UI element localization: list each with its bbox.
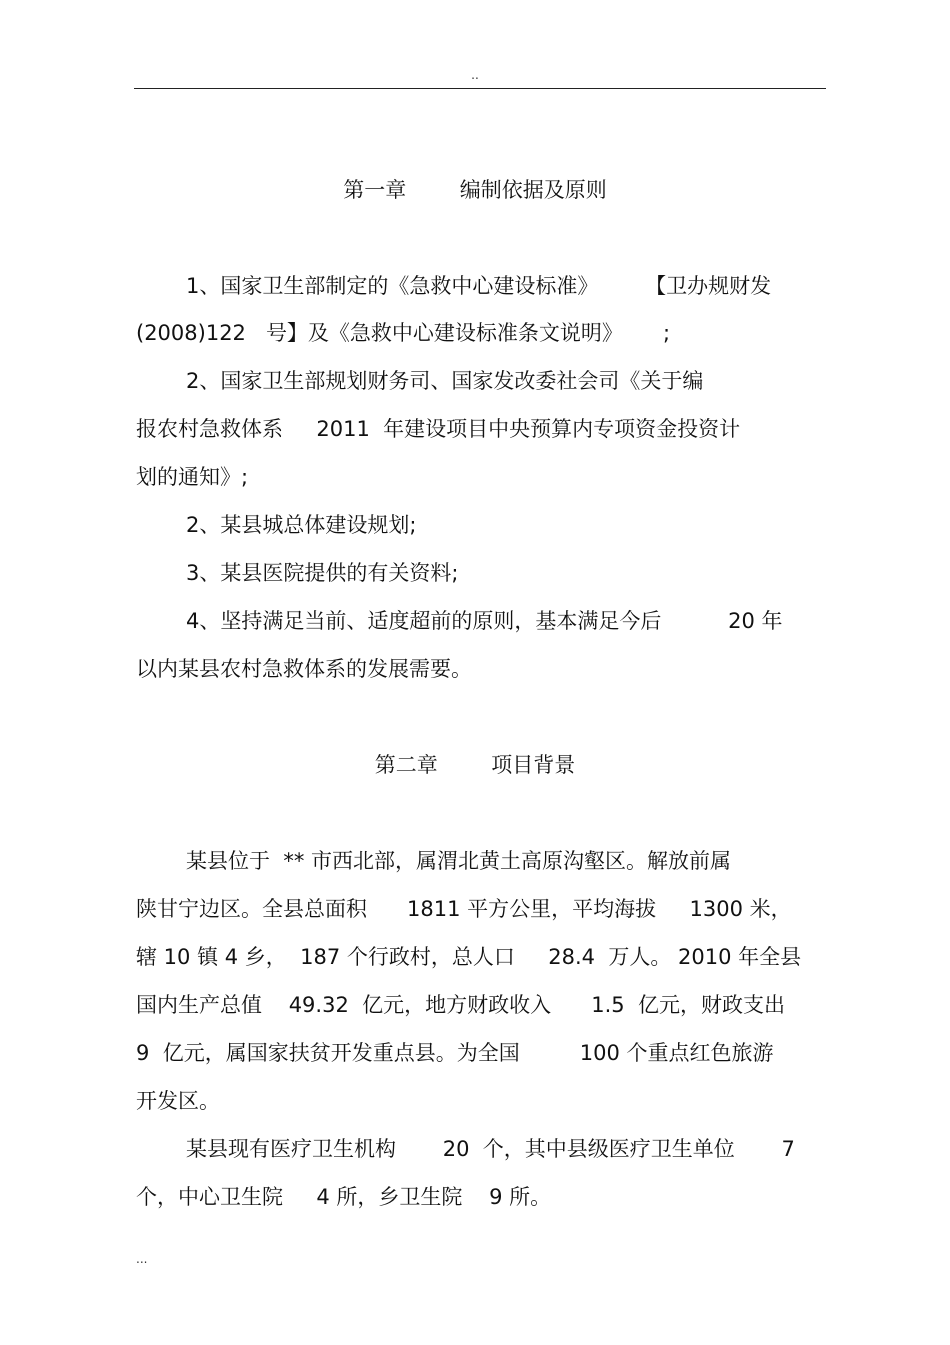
- chapter-2-line-5: 9 亿元，属国家扶贫开发重点县。为全国 100 个重点红色旅游: [136, 1041, 774, 1065]
- chapter-1-line-3: 2、国家卫生部规划财务司、国家发改委社会司《关于编: [186, 369, 704, 393]
- chapter-2-line-1: 某县位于 ** 市西北部，属渭北黄土高原沟壑区。解放前属: [186, 849, 732, 873]
- chapter-1-line-1: 1、国家卫生部制定的《急救中心建设标准》 【卫办规财发: [186, 274, 772, 298]
- chapter-2-line-3: 辖 10 镇 4 乡， 187 个行政村，总人口 28.4 万人。 2010 年全县: [136, 945, 802, 969]
- chapter-2-line-7: 某县现有医疗卫生机构 20 个，其中县级医疗卫生单位 7: [186, 1137, 795, 1161]
- page-header-mark: ..: [471, 68, 479, 82]
- header-divider: [134, 88, 826, 89]
- chapter-2-line-6: 开发区。: [136, 1089, 220, 1113]
- chapter-2-line-8: 个，中心卫生院 4 所，乡卫生院 9 所。: [136, 1185, 552, 1209]
- chapter-2-title: 第二章 项目背景: [374, 753, 576, 777]
- chapter-1-line-9: 以内某县农村急救体系的发展需要。: [136, 657, 472, 681]
- chapter-1-line-8: 4、坚持满足当前、适度超前的原则，基本满足今后 20 年: [186, 609, 783, 633]
- chapter-2-line-2: 陕甘宁边区。全县总面积 1811 平方公里，平均海拔 1300 米，: [136, 897, 792, 921]
- chapter-1-line-2: (2008)122 号】及《急救中心建设标准条文说明》 ;: [136, 321, 671, 345]
- chapter-1-line-5: 划的通知》;: [136, 465, 249, 489]
- chapter-1-line-7: 3、某县医院提供的有关资料;: [186, 561, 459, 585]
- page-footer-mark: ...: [136, 1252, 148, 1266]
- chapter-1-title: 第一章 编制依据及原则: [343, 178, 607, 202]
- chapter-1-line-4: 报农村急救体系 2011 年建设项目中央预算内专项资金投资计: [136, 417, 741, 441]
- chapter-1-line-6: 2、某县城总体建设规划;: [186, 513, 417, 537]
- chapter-2-line-4: 国内生产总值 49.32 亿元，地方财政收入 1.5 亿元，财政支出: [136, 993, 785, 1017]
